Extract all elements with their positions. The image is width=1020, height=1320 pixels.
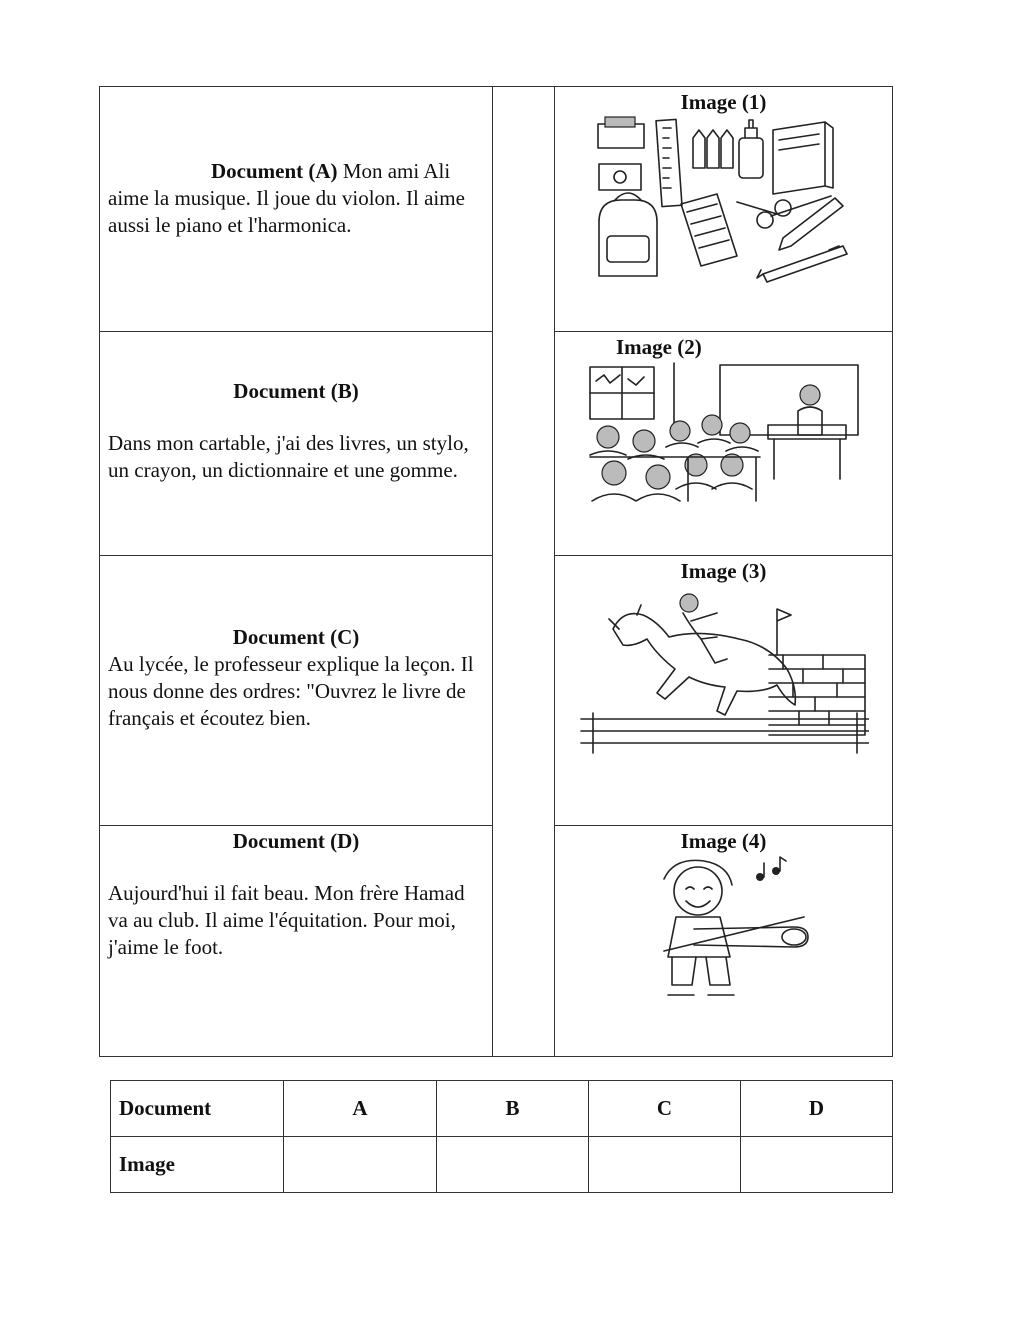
document-d-text: Aujourd'hui il fait beau. Mon frère Hamad va au club. Il aime l'équitation. Pour moi, j'aime le foot. — [108, 881, 465, 959]
document-c-label: Document (C) — [232, 625, 360, 649]
image-2-cell — [555, 332, 893, 556]
answer-col-b: B — [437, 1081, 589, 1137]
document-d-label: Document (D) — [232, 829, 360, 853]
document-b-text: Dans mon cartable, j'ai des livres, un stylo, un crayon, un dictionnaire et une gomme. — [108, 431, 469, 482]
document-a-text: Mon ami Ali aime la musique. Il joue du violon. Il aime aussi le piano et l'harmonica. — [108, 159, 465, 237]
answer-cell-d[interactable] — [741, 1137, 893, 1193]
answer-cell-a[interactable] — [284, 1137, 437, 1193]
horse-jumping-icon — [579, 585, 869, 769]
document-d-cell — [100, 826, 493, 1057]
answer-cell-c[interactable] — [589, 1137, 741, 1193]
answer-cell-b[interactable] — [437, 1137, 589, 1193]
spacer-column — [493, 87, 555, 1057]
image-3-cell — [555, 556, 893, 826]
document-c-text: Au lycée, le professeur explique la leçon. Il nous donne des ordres: "Ouvrez le livre de français et écoutez bien. — [108, 652, 474, 730]
classroom-icon — [588, 361, 860, 503]
document-a-text-block — [100, 158, 492, 239]
image-2-label: Image (2) — [616, 335, 702, 359]
answer-row-image-header: Image — [111, 1137, 284, 1193]
image-3-label: Image (3) — [680, 559, 767, 583]
matching-grid — [99, 86, 893, 1057]
answer-col-c: C — [589, 1081, 741, 1137]
document-b-cell — [100, 332, 493, 556]
document-c-cell — [100, 556, 493, 826]
document-b-label: Document (B) — [233, 379, 359, 403]
image-1-label: Image (1) — [680, 90, 767, 114]
image-1-cell — [555, 87, 893, 332]
image-4-label: Image (4) — [680, 829, 767, 853]
boy-violin-icon — [624, 855, 824, 1005]
answer-table — [110, 1080, 893, 1193]
document-a-label: Document (A) — [211, 159, 338, 183]
answer-col-d: D — [741, 1081, 893, 1137]
image-4-cell — [555, 826, 893, 1057]
document-a-cell — [100, 87, 493, 332]
school-supplies-icon — [593, 116, 855, 284]
answer-row-document-header: Document — [111, 1081, 284, 1137]
answer-col-a: A — [284, 1081, 437, 1137]
